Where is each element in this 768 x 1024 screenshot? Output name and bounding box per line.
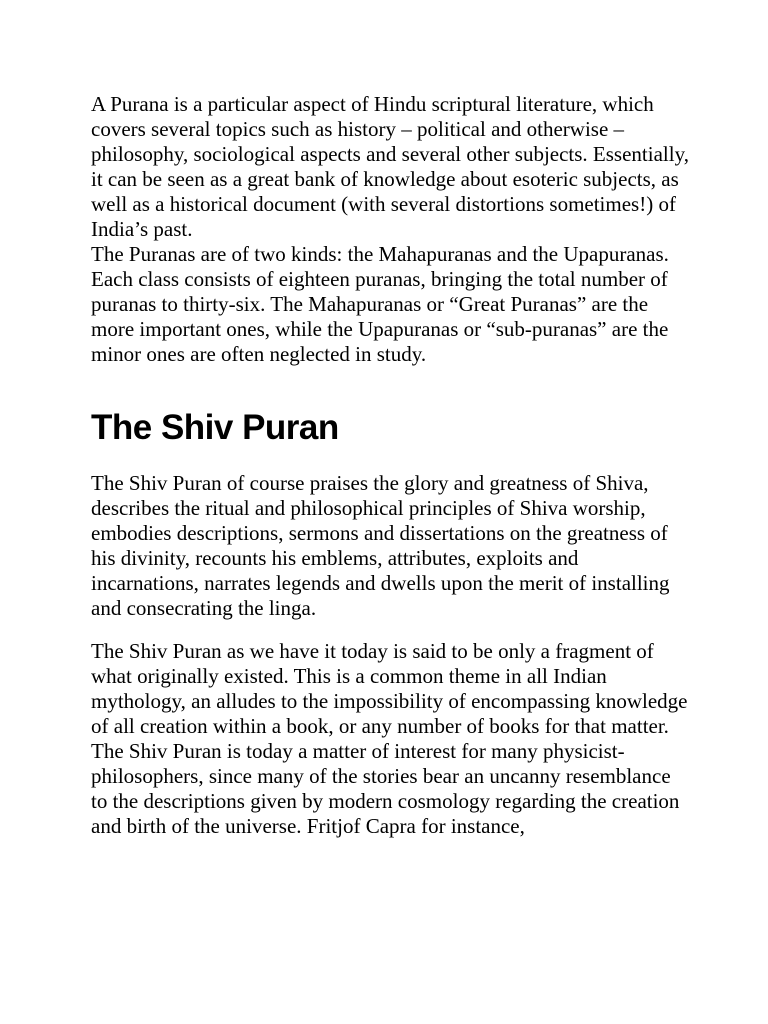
section-heading: The Shiv Puran xyxy=(91,408,339,447)
intro-paragraph-2: The Puranas are of two kinds: the Mahapuranas and the Upapuranas. Each class consists of eighteen puranas, bringing the total number of puranas to thirty-six. The Mahapuranas or “Great Puranas” are the more important ones, while the Upapuranas or “sub-puranas” are the minor ones are often neglected in study. xyxy=(91,242,669,366)
intro-paragraph-1: A Purana is a particular aspect of Hindu scriptural literature, which covers several topics such as history – political and otherwise – philosophy, sociological aspects and several other subjects. Essentially, it can be seen as a great bank of knowledge about esoteric subjects, as well as a historical document (with several distortions sometimes!) of India’s past. xyxy=(91,92,689,241)
section-paragraph-1: The Shiv Puran of course praises the glory and greatness of Shiva, describes the ritual and philosophical principles of Shiva worship, embodies descriptions, sermons and dissertations on the greatness of his divinity, recounts his emblems, attributes, exploits and incarnations, narrates legends and dwells upon the merit of installing and consecrating the linga. xyxy=(91,471,670,620)
document-page xyxy=(91,92,691,839)
section-paragraph-2: The Shiv Puran as we have it today is said to be only a fragment of what originally existed. This is a common theme in all Indian mythology, an alludes to the impossibility of encompassing knowledge of all creation within a book, or any number of books for that matter. The Shiv Puran is today a matter of interest for many physicist-philosophers, since many of the stories bear an uncanny resemblance to the descriptions given by modern cosmology regarding the creation and birth of the universe. Fritjof Capra for instance, xyxy=(91,639,688,838)
